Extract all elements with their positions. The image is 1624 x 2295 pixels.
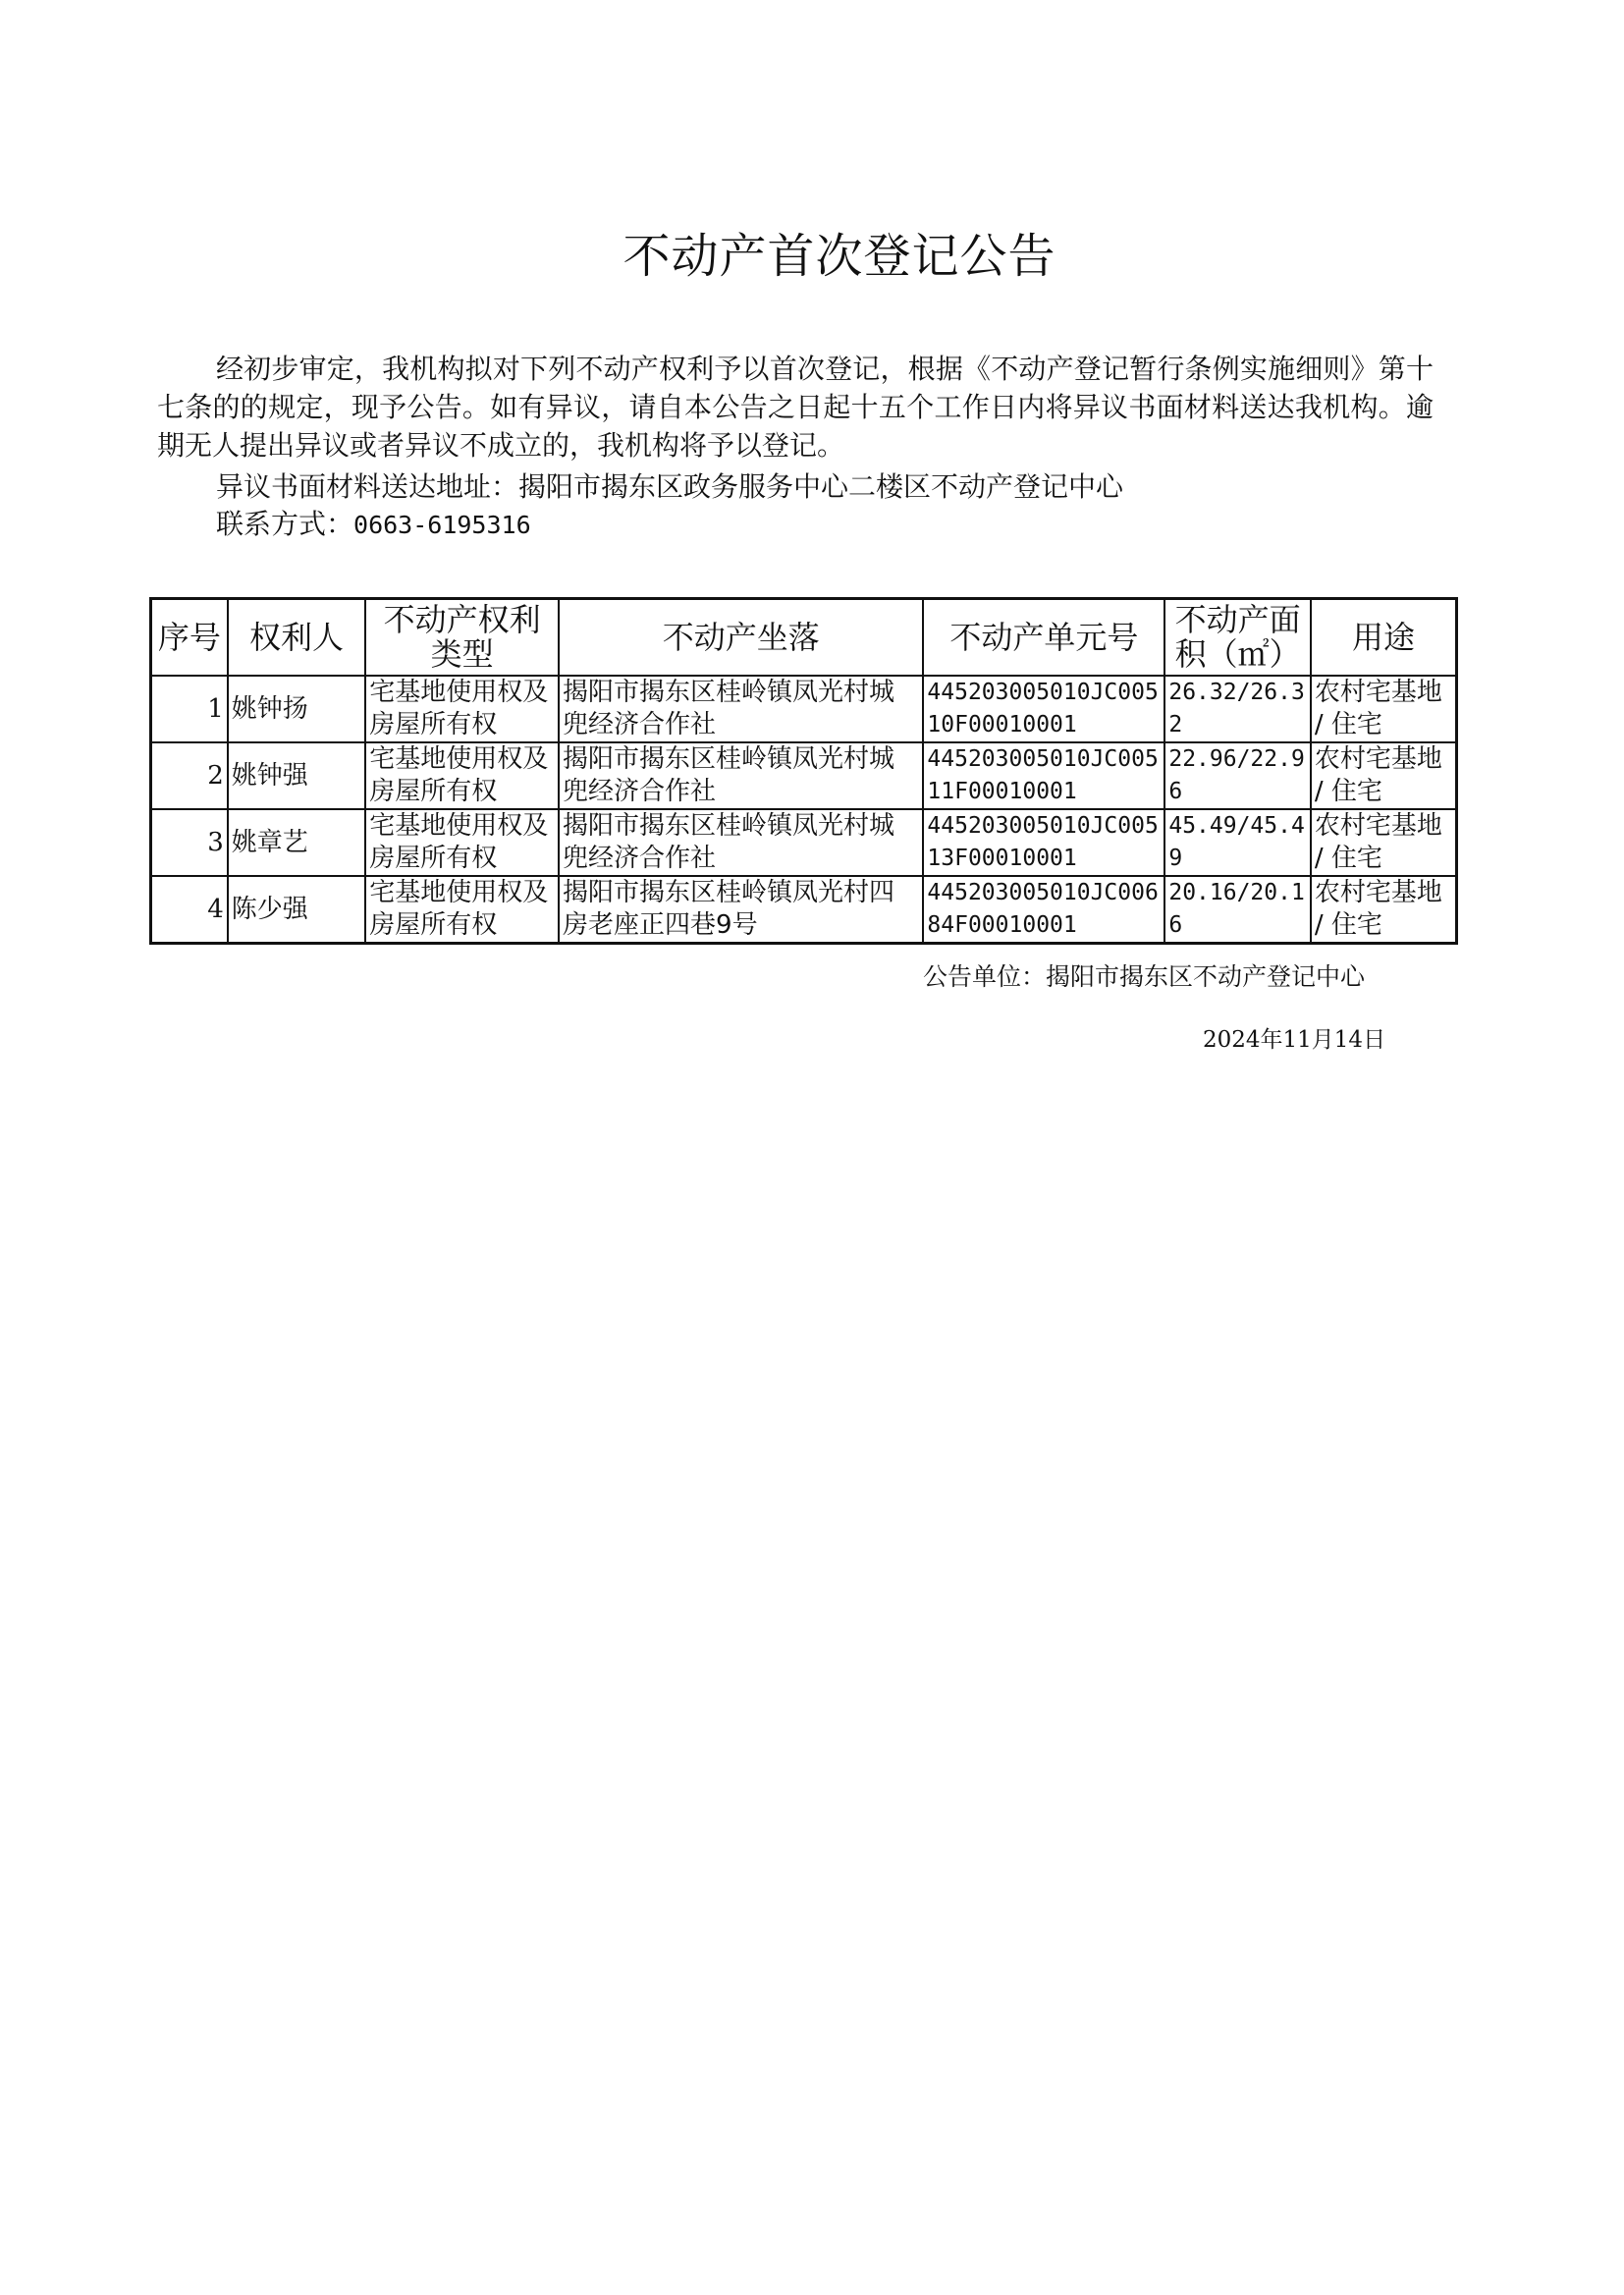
publisher-line: 公告单位：揭阳市揭东区不动产登记中心: [923, 962, 1366, 991]
table-row: [151, 876, 1457, 944]
cell-unit-no: 445203005010JC00684F00010001: [923, 876, 1164, 944]
table-row: [151, 809, 1457, 876]
cell-area: 22.96/22.96: [1164, 742, 1311, 809]
contact-phone: 0663-6195316: [353, 511, 531, 539]
objection-address: 异议书面材料送达地址：揭阳市揭东区政务服务中心二楼区不动产登记中心: [216, 470, 1124, 503]
announcement-date: 2024年11月14日: [1203, 1027, 1386, 1053]
cell-right-type: 宅基地使用权及房屋所有权: [365, 676, 559, 742]
header-area: 不动产面积（㎡）: [1164, 599, 1311, 677]
table-row: [151, 676, 1457, 742]
header-location: 不动产坐落: [559, 599, 923, 677]
cell-area: 20.16/20.16: [1164, 876, 1311, 944]
cell-right-type: 宅基地使用权及房屋所有权: [365, 809, 559, 876]
cell-unit-no: 445203005010JC00510F00010001: [923, 676, 1164, 742]
cell-seq: 2: [151, 742, 228, 809]
cell-unit-no: 445203005010JC00511F00010001: [923, 742, 1164, 809]
announcement-intro: 经初步审定，我机构拟对下列不动产权利予以首次登记，根据《不动产登记暂行条例实施细则》第十七条的的规定，现予公告。如有异议，请自本公告之日起十五个工作日内将异议书面材料送达我机构。逾期无人提出异议或者异议不成立的，我机构将予以登记。: [157, 353, 1434, 462]
cell-area: 45.49/45.49: [1164, 809, 1311, 876]
header-unit-no: 不动产单元号: [923, 599, 1164, 677]
cell-holder: 姚钟强: [228, 742, 366, 809]
page-title: 不动产首次登记公告: [623, 229, 1056, 284]
cell-right-type: 宅基地使用权及房屋所有权: [365, 742, 559, 809]
header-seq: 序号: [151, 599, 228, 677]
cell-holder: 陈少强: [228, 876, 366, 944]
cell-location: 揭阳市揭东区桂岭镇凤光村城兜经济合作社: [559, 676, 923, 742]
contact-label: 联系方式：: [216, 508, 354, 540]
table-row: [151, 742, 1457, 809]
cell-usage: 农村宅基地 / 住宅: [1311, 809, 1457, 876]
cell-unit-no: 445203005010JC00513F00010001: [923, 809, 1164, 876]
cell-right-type: 宅基地使用权及房屋所有权: [365, 876, 559, 944]
registration-table: [149, 597, 1458, 945]
contact-info: [216, 505, 531, 544]
table-header-row: [151, 599, 1457, 677]
cell-usage: 农村宅基地 / 住宅: [1311, 676, 1457, 742]
cell-area: 26.32/26.32: [1164, 676, 1311, 742]
cell-usage: 农村宅基地 / 住宅: [1311, 876, 1457, 944]
header-holder: 权利人: [228, 599, 366, 677]
cell-seq: 4: [151, 876, 228, 944]
cell-holder: 姚钟扬: [228, 676, 366, 742]
cell-seq: 3: [151, 809, 228, 876]
cell-location: 揭阳市揭东区桂岭镇凤光村城兜经济合作社: [559, 809, 923, 876]
header-usage: 用途: [1311, 599, 1457, 677]
cell-usage: 农村宅基地 / 住宅: [1311, 742, 1457, 809]
header-right-type: 不动产权利类型: [365, 599, 559, 677]
cell-location: 揭阳市揭东区桂岭镇凤光村四房老座正四巷9号: [559, 876, 923, 944]
cell-holder: 姚章艺: [228, 809, 366, 876]
cell-location: 揭阳市揭东区桂岭镇凤光村城兜经济合作社: [559, 742, 923, 809]
cell-seq: 1: [151, 676, 228, 742]
